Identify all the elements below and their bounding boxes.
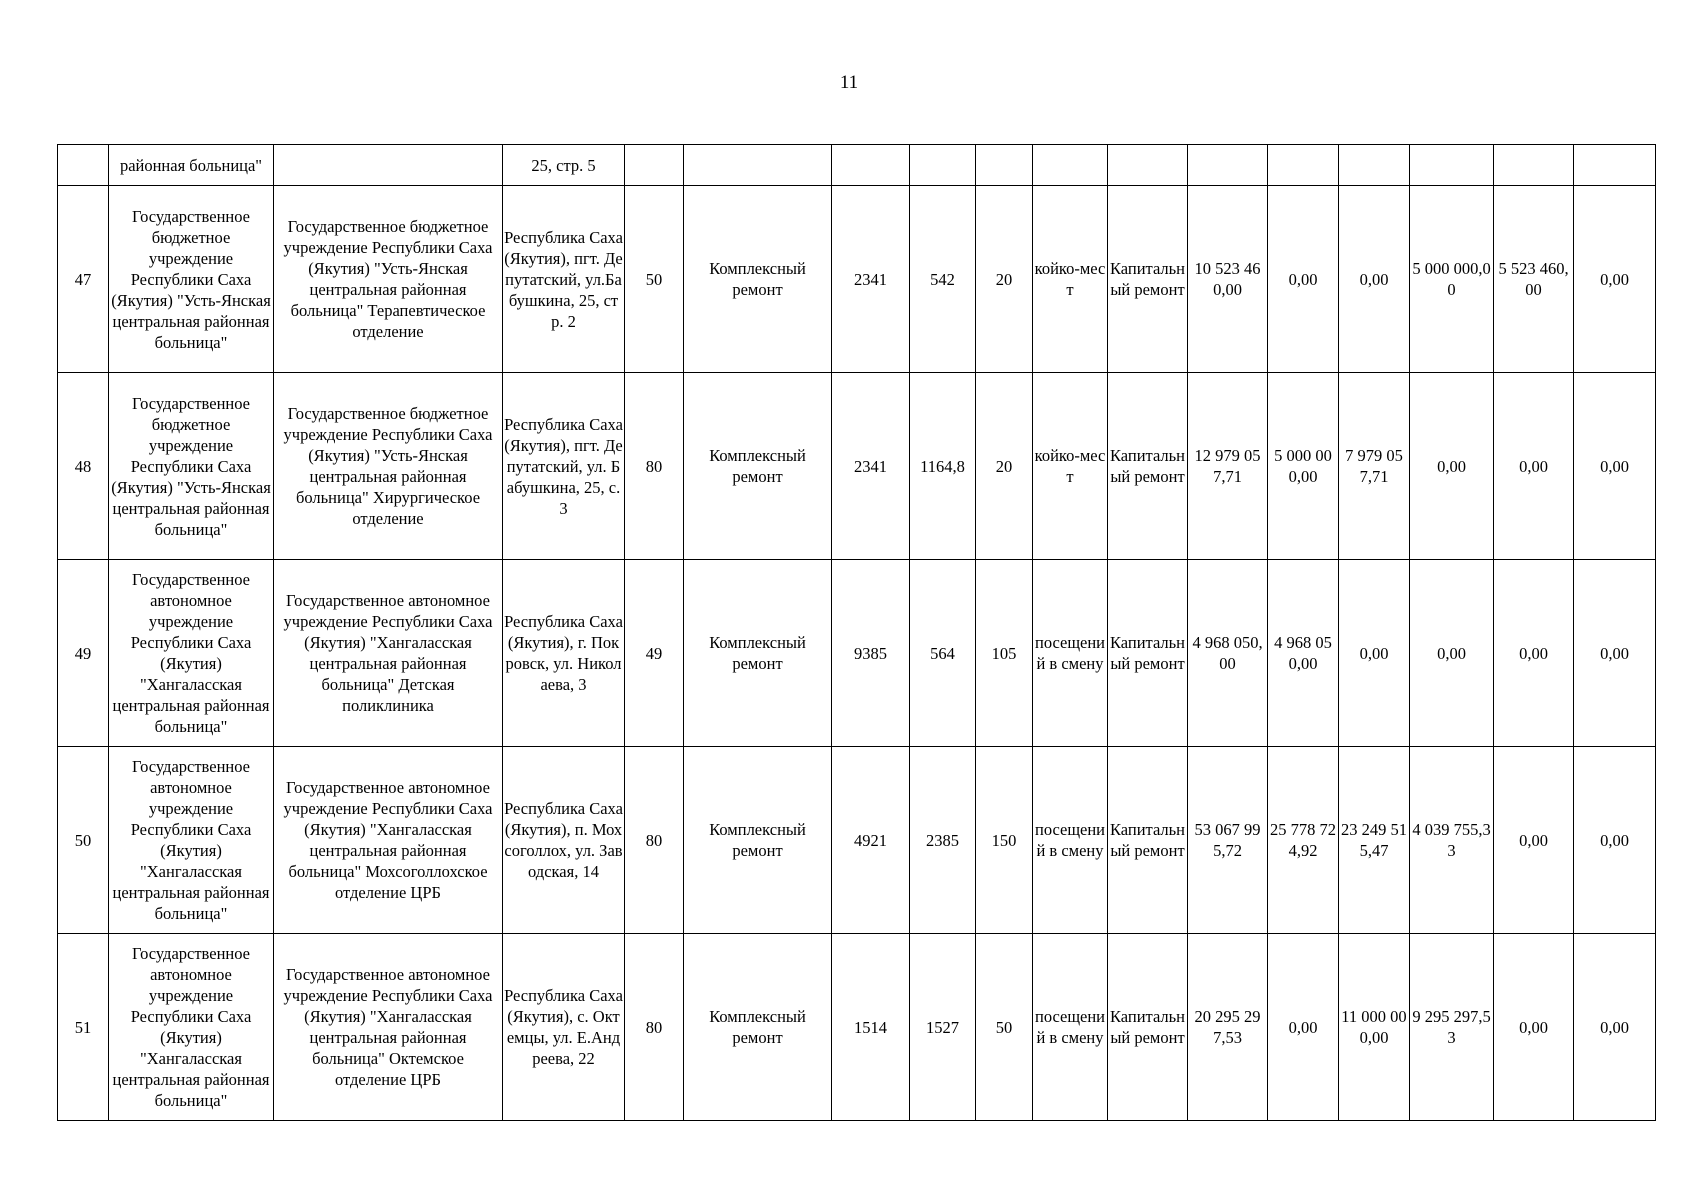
cell-budget-4: 5 523 460,00 bbox=[1494, 186, 1574, 373]
cell-work-type: Комплексный ремонт bbox=[684, 560, 832, 747]
cell-total: 10 523 460,00 bbox=[1188, 186, 1268, 373]
cell-budget-1: 5 000 000,00 bbox=[1268, 373, 1339, 560]
cell-object: Государственное бюджетное учреждение Республики Саха (Якутия) "Усть-Янская центральная районная больница" Терапевтическое отделение bbox=[274, 186, 503, 373]
cell-unit: посещений в смену bbox=[1033, 934, 1108, 1121]
cell-address: Республика Саха (Якутия), пгт. Депутатский, ул. Бабушкина, 25, с.3 bbox=[503, 373, 625, 560]
cell-area: 2385 bbox=[910, 747, 976, 934]
page-number: 11 bbox=[839, 72, 859, 93]
cell-num: 48 bbox=[58, 373, 109, 560]
cell-budget-1: 0,00 bbox=[1268, 186, 1339, 373]
cell-year: 2341 bbox=[832, 186, 910, 373]
cell-total: 53 067 995,72 bbox=[1188, 747, 1268, 934]
table-body bbox=[58, 145, 1656, 1121]
cell-capacity: 50 bbox=[976, 934, 1033, 1121]
cell-num: 50 bbox=[58, 747, 109, 934]
cell-capacity: 20 bbox=[976, 373, 1033, 560]
cell-year bbox=[832, 145, 910, 186]
cell-wear: 49 bbox=[625, 560, 684, 747]
cell-total: 20 295 297,53 bbox=[1188, 934, 1268, 1121]
cell-wear: 80 bbox=[625, 747, 684, 934]
cell-budget-1: 4 968 050,00 bbox=[1268, 560, 1339, 747]
cell-total: 12 979 057,71 bbox=[1188, 373, 1268, 560]
cell-expense-type: Капитальный ремонт bbox=[1108, 560, 1188, 747]
cell-object: Государственное автономное учреждение Республики Саха (Якутия) "Хангаласская центральная районная больница" Октемское отделение ЦРБ bbox=[274, 934, 503, 1121]
cell-object: Государственное бюджетное учреждение Республики Саха (Якутия) "Усть-Янская центральная районная больница" Хирургическое отделение bbox=[274, 373, 503, 560]
cell-expense-type: Капитальный ремонт bbox=[1108, 373, 1188, 560]
cell-year: 2341 bbox=[832, 373, 910, 560]
cell-budget-2: 0,00 bbox=[1339, 186, 1410, 373]
table-row bbox=[58, 560, 1656, 747]
cell-budget-2: 7 979 057,71 bbox=[1339, 373, 1410, 560]
cell-num: 49 bbox=[58, 560, 109, 747]
cell-work-type bbox=[684, 145, 832, 186]
cell-budget-5: 0,00 bbox=[1574, 373, 1656, 560]
cell-unit: койко-мест bbox=[1033, 186, 1108, 373]
cell-work-type: Комплексный ремонт bbox=[684, 186, 832, 373]
cell-budget-5: 0,00 bbox=[1574, 186, 1656, 373]
cell-expense-type: Капитальный ремонт bbox=[1108, 934, 1188, 1121]
cell-budget-1: 25 778 724,92 bbox=[1268, 747, 1339, 934]
cell-budget-3: 5 000 000,00 bbox=[1410, 186, 1494, 373]
cell-num: 51 bbox=[58, 934, 109, 1121]
cell-address: 25, стр. 5 bbox=[503, 145, 625, 186]
cell-budget-1: 0,00 bbox=[1268, 934, 1339, 1121]
cell-object bbox=[274, 145, 503, 186]
cell-wear: 80 bbox=[625, 934, 684, 1121]
cell-area: 1164,8 bbox=[910, 373, 976, 560]
cell-address: Республика Саха (Якутия), п. Мохсоголлох, ул. Заводская, 14 bbox=[503, 747, 625, 934]
cell-wear: 80 bbox=[625, 373, 684, 560]
cell-capacity: 105 bbox=[976, 560, 1033, 747]
cell-work-type: Комплексный ремонт bbox=[684, 934, 832, 1121]
cell-object: Государственное автономное учреждение Республики Саха (Якутия) "Хангаласская центральная районная больница" Детская поликлиника bbox=[274, 560, 503, 747]
cell-unit: койко-мест bbox=[1033, 373, 1108, 560]
cell-expense-type: Капитальный ремонт bbox=[1108, 186, 1188, 373]
cell-year: 9385 bbox=[832, 560, 910, 747]
cell-expense-type: Капитальный ремонт bbox=[1108, 747, 1188, 934]
cell-address: Республика Саха (Якутия), г. Покровск, ул. Николаева, 3 bbox=[503, 560, 625, 747]
cell-budget-4: 0,00 bbox=[1494, 747, 1574, 934]
table-row bbox=[58, 373, 1656, 560]
cell-owner: Государственное автономное учреждение Республики Саха (Якутия) "Хангаласская центральная районная больница" bbox=[109, 560, 274, 747]
cell-owner: Государственное бюджетное учреждение Республики Саха (Якутия) "Усть-Янская центральная районная больница" bbox=[109, 373, 274, 560]
cell-capacity bbox=[976, 145, 1033, 186]
cell-expense-type bbox=[1108, 145, 1188, 186]
cell-budget-2 bbox=[1339, 145, 1410, 186]
cell-unit: посещений в смену bbox=[1033, 560, 1108, 747]
cell-budget-4: 0,00 bbox=[1494, 934, 1574, 1121]
cell-budget-5 bbox=[1574, 145, 1656, 186]
cell-area: 542 bbox=[910, 186, 976, 373]
cell-budget-3: 9 295 297,53 bbox=[1410, 934, 1494, 1121]
cell-owner: Государственное автономное учреждение Республики Саха (Якутия) "Хангаласская центральная районная больница" bbox=[109, 747, 274, 934]
cell-unit: посещений в смену bbox=[1033, 747, 1108, 934]
cell-wear: 50 bbox=[625, 186, 684, 373]
cell-budget-2: 11 000 000,00 bbox=[1339, 934, 1410, 1121]
cell-address: Республика Саха (Якутия), с. Октемцы, ул. Е.Андреева, 22 bbox=[503, 934, 625, 1121]
cell-object: Государственное автономное учреждение Республики Саха (Якутия) "Хангаласская центральная районная больница" Мохсоголлохское отделение ЦРБ bbox=[274, 747, 503, 934]
cell-work-type: Комплексный ремонт bbox=[684, 747, 832, 934]
cell-budget-3: 0,00 bbox=[1410, 560, 1494, 747]
cell-area bbox=[910, 145, 976, 186]
cell-capacity: 150 bbox=[976, 747, 1033, 934]
cell-budget-4 bbox=[1494, 145, 1574, 186]
cell-unit bbox=[1033, 145, 1108, 186]
cell-budget-3: 4 039 755,33 bbox=[1410, 747, 1494, 934]
cell-budget-3: 0,00 bbox=[1410, 373, 1494, 560]
cell-budget-3 bbox=[1410, 145, 1494, 186]
cell-address: Республика Саха (Якутия), пгт. Депутатский, ул.Бабушкина, 25, стр. 2 bbox=[503, 186, 625, 373]
cell-budget-2: 0,00 bbox=[1339, 560, 1410, 747]
cell-owner: районная больница" bbox=[109, 145, 274, 186]
table-row bbox=[58, 186, 1656, 373]
cell-area: 564 bbox=[910, 560, 976, 747]
cell-year: 4921 bbox=[832, 747, 910, 934]
table-row bbox=[58, 747, 1656, 934]
repair-program-table bbox=[57, 144, 1656, 1121]
cell-budget-5: 0,00 bbox=[1574, 934, 1656, 1121]
cell-budget-5: 0,00 bbox=[1574, 747, 1656, 934]
cell-owner: Государственное автономное учреждение Республики Саха (Якутия) "Хангаласская центральная районная больница" bbox=[109, 934, 274, 1121]
cell-budget-1 bbox=[1268, 145, 1339, 186]
cell-wear bbox=[625, 145, 684, 186]
cell-work-type: Комплексный ремонт bbox=[684, 373, 832, 560]
cell-budget-4: 0,00 bbox=[1494, 560, 1574, 747]
table-row-continuation bbox=[58, 145, 1656, 186]
cell-num: 47 bbox=[58, 186, 109, 373]
cell-budget-2: 23 249 515,47 bbox=[1339, 747, 1410, 934]
cell-capacity: 20 bbox=[976, 186, 1033, 373]
cell-year: 1514 bbox=[832, 934, 910, 1121]
cell-total: 4 968 050,00 bbox=[1188, 560, 1268, 747]
table-row bbox=[58, 934, 1656, 1121]
cell-owner: Государственное бюджетное учреждение Республики Саха (Якутия) "Усть-Янская центральная районная больница" bbox=[109, 186, 274, 373]
cell-num bbox=[58, 145, 109, 186]
cell-budget-5: 0,00 bbox=[1574, 560, 1656, 747]
cell-area: 1527 bbox=[910, 934, 976, 1121]
cell-budget-4: 0,00 bbox=[1494, 373, 1574, 560]
cell-total bbox=[1188, 145, 1268, 186]
